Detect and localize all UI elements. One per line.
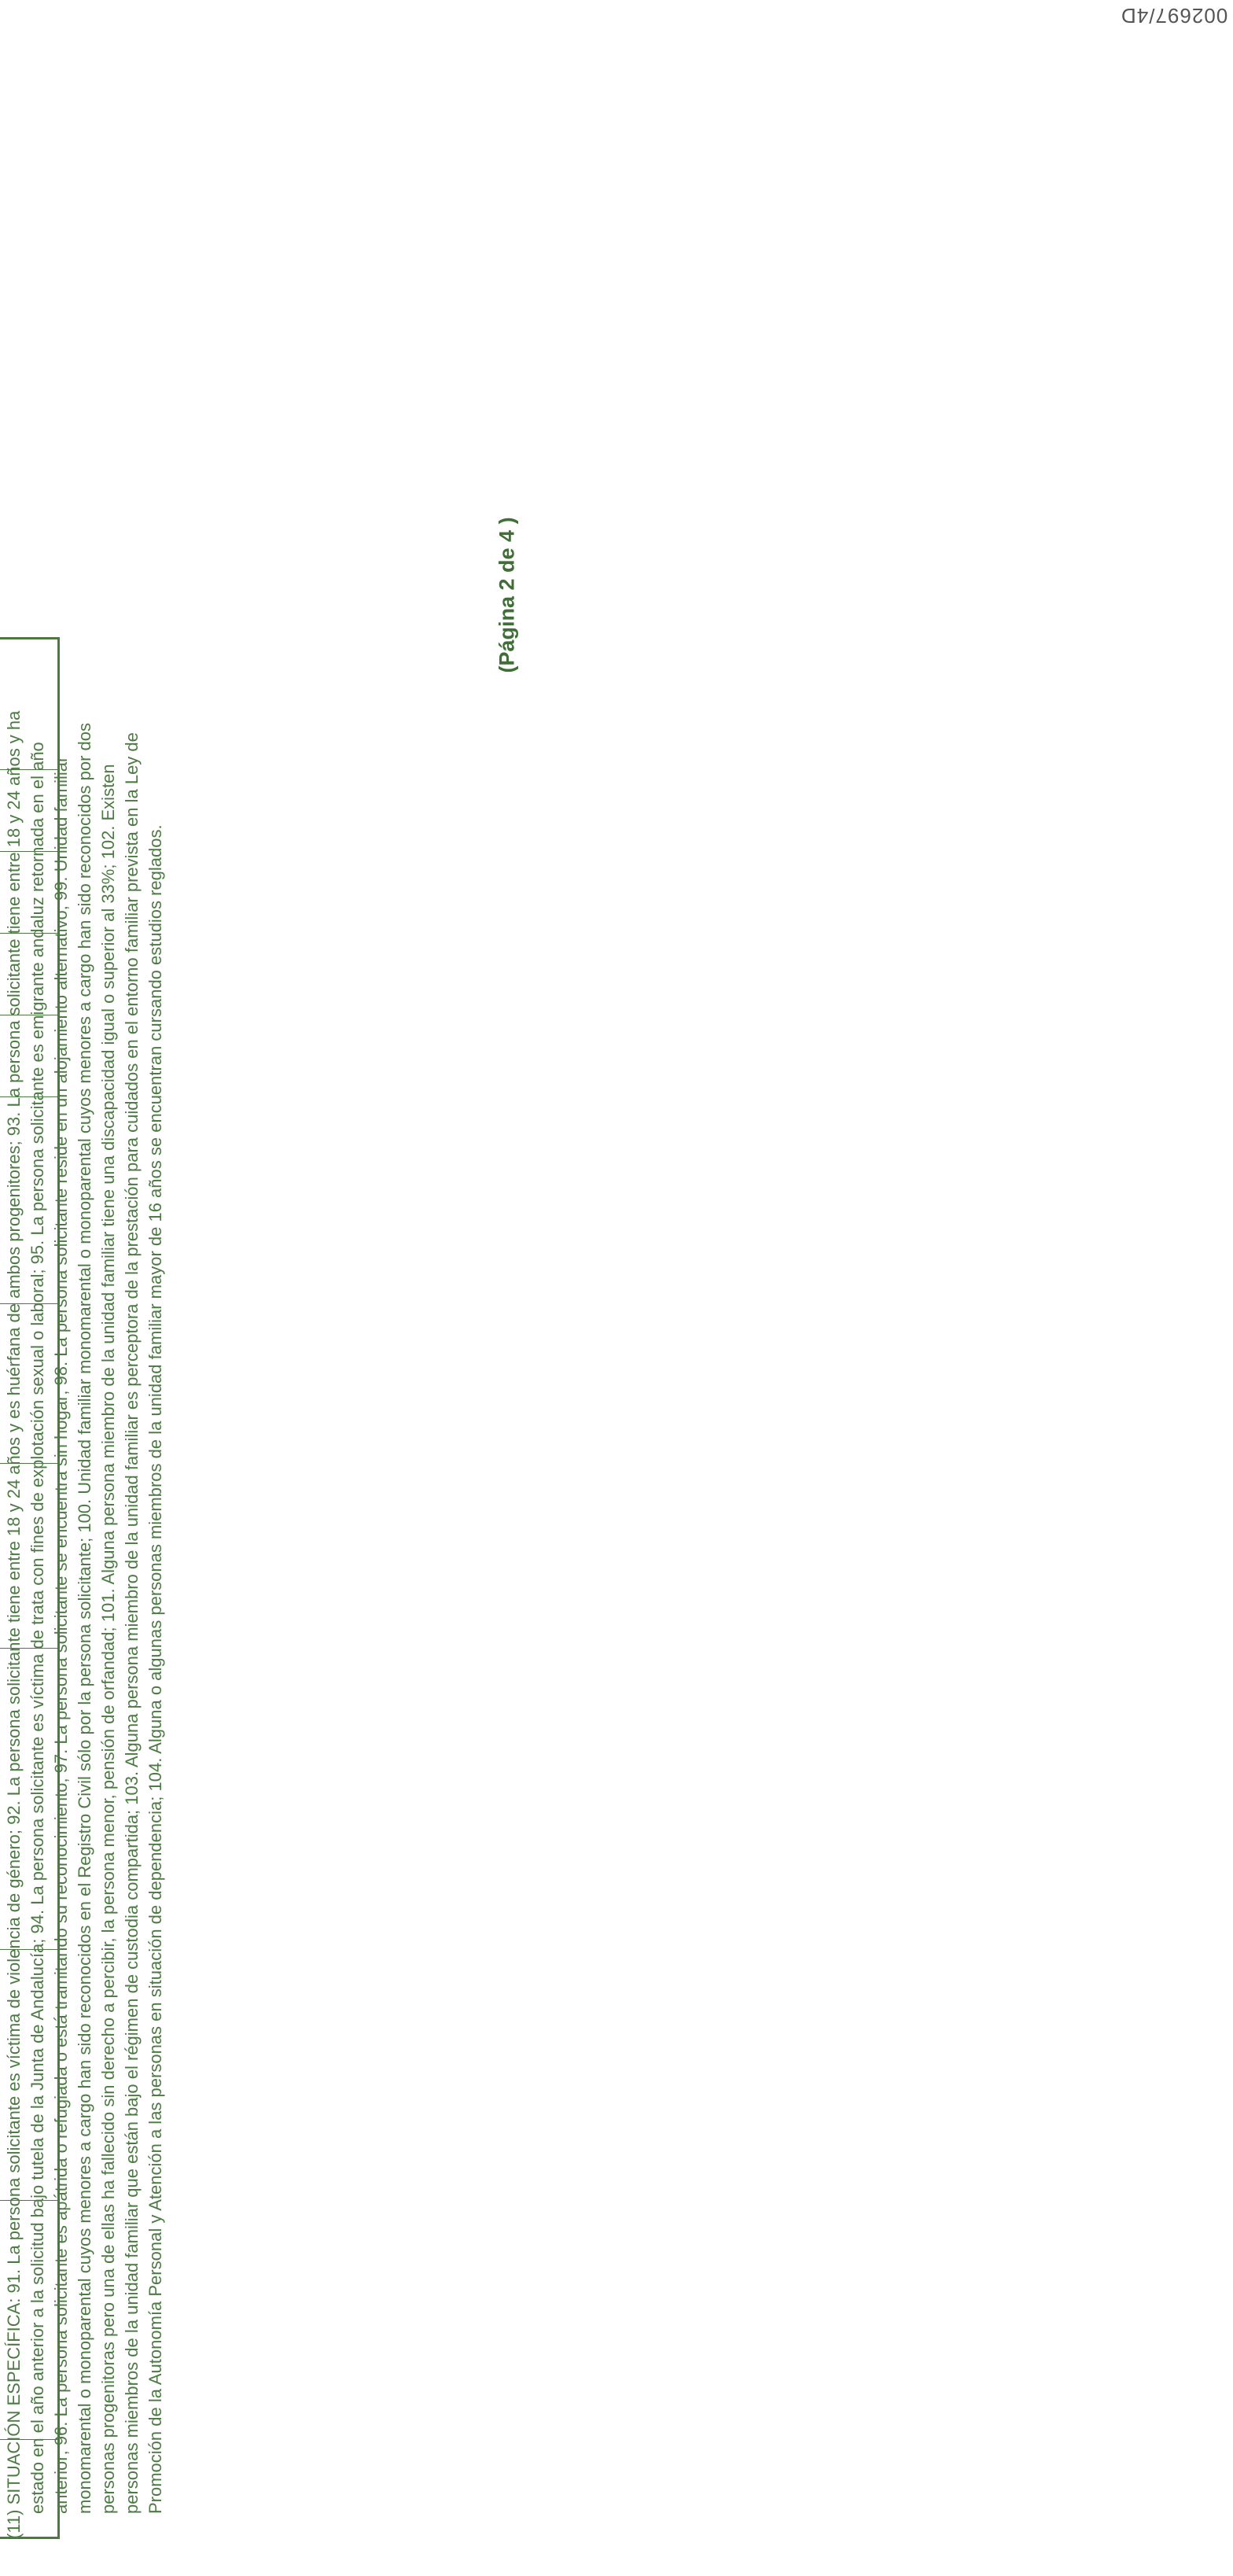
- page-indicator: (Página 2 de 4 ): [495, 517, 519, 673]
- document-code: 002697/4D: [1121, 4, 1228, 28]
- rotated-form-page: [0, 687, 604, 2576]
- footnotes: [0, 691, 182, 2539]
- note-situacion-especifica: (11) SITUACIÓN ESPECÍFICA: 91. La persona solicitante es víctima de violencia de género; 92. La persona solicitante tiene entre 18 y 24 años y es huérfana de ambos progenitores; 93. La persona solicitante tiene entre 18 y 24 años y ha estado en el año anterior a la solicitud bajo tutela de la Junta de Andalucía; 94. La persona solicitante es víctima de trata con fines de explotación sexual o laboral; 95. La persona solicitante es emigrante andaluz retornada en el año anterior; 96. La persona solicitante es apátrida o refugiada o está tramitando su reconocimiento; 97. La persona solicitante se encuentra sin hogar; 98. La persona solicitante reside en un alojamiento alternativo; 99. Unidad familiar monomarental o monoparental cuyos menores a cargo han sido reconocidos en el Registro Civil sólo por la persona solicitante; 100. Unidad familiar monomarental o monoparental cuyos menores a cargo han sido reconocidos por dos personas progenitoras pero una de ellas ha fallecido sin derecho a percibir, la persona menor, pensión de orfandad; 101. Alguna persona miembro de la unidad familiar tiene una discapacidad igual o superior al 33%; 102. Existen personas miembros de la unidad familiar que están bajo el régimen de custodia compartida; 103. Alguna persona miembro de la unidad familiar es perceptora de la prestación para cuidados en el entorno familiar prevista en la Ley de Promoción de la Autonomía Personal y Atención a las personas en situación de dependencia; 104. Alguna o algunas personas miembros de la unidad familiar mayor de 16 años se encuentran cursando estudios reglados.: [4, 710, 165, 2539]
